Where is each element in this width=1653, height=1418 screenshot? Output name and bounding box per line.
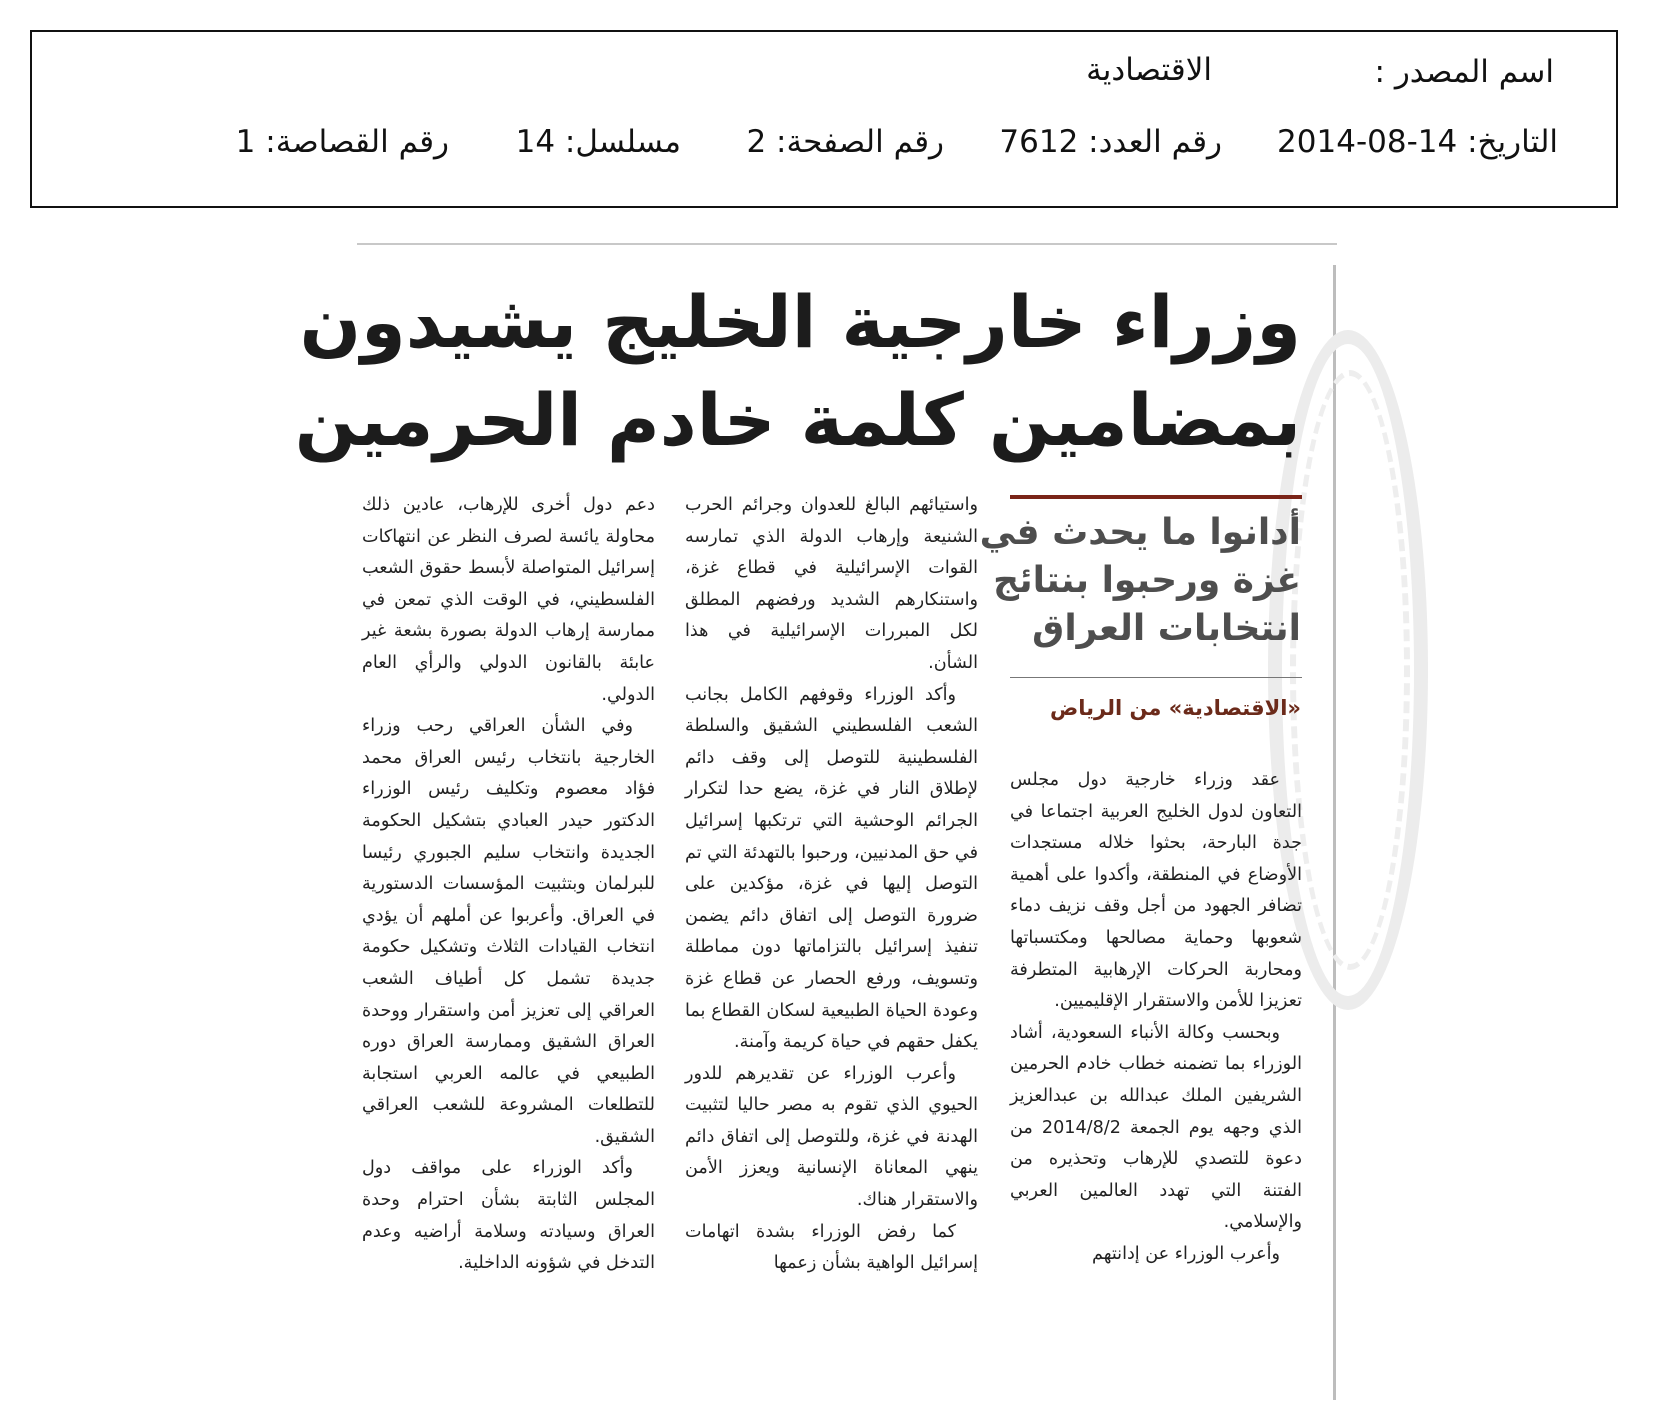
- clip-date: التاريخ: 14-08-2014: [1277, 124, 1558, 160]
- paragraph: وأكد الوزراء وقوفهم الكامل بجانب الشعب الفلسطيني الشقيق والسلطة الفلسطينية للتوصل إلى وقف دائم لإطلاق النار في غزة، يضع حدا لتكرار الجرائم الوحشية التي ترتكبها إسرائيل في حق المدنيين، ورحبوا بالتهدئة التي تم التوصل إليها في غزة، مؤكدين على ضرورة التوصل إلى اتفاق دائم يضمن تنفيذ إسرائيل بالتزاماتها دون مماطلة وتسويف، ورفع الحصار عن قطاع غزة وعودة الحياة الطبيعية لسكان القطاع بما يكفل حقهم في حياة كريمة وآمنة.: [684, 684, 978, 1053]
- subhead-rule: [1010, 495, 1302, 499]
- subhead-line-3: انتخابات العراق: [1032, 608, 1301, 649]
- article-column-2: [685, 490, 978, 1280]
- article-column-1: [1010, 765, 1302, 1271]
- clip-number: رقم القصاصة: 1: [235, 124, 449, 160]
- paragraph: وفي الشأن العراقي رحب وزراء الخارجية بانتخاب رئيس العراق محمد فؤاد معصوم وتكليف رئيس الوزراء الدكتور حيدر العبادي بتشكيل الحكومة الجديدة وانتخاب سليم الجبوري رئيسا للبرلمان وبتثبيت المؤسسات الدستورية في العراق. وأعربوا عن أملهم أن يؤدي انتخاب القيادات الثلاث وتشكيل حكومة جديدة تشمل كل أطياف الشعب العراقي إلى تعزيز أمن واستقرار ووحدة العراق الشقيق وممارسة العراق دوره الطبيعي في عالمه العربي استجابة للتطلعات المشروعة للشعب العراقي الشقيق.: [362, 716, 655, 1147]
- paragraph: وأعرب الوزراء عن إدانتهم: [1092, 1243, 1280, 1264]
- watermark-seal-inner: [1290, 370, 1410, 970]
- paragraph: واستيائهم البالغ للعدوان وجرائم الحرب الشنيعة وإرهاب الدولة الذي تمارسه القوات الإسرائيلية في قطاع غزة، واستنكارهم الشديد ورفضهم المطلق لكل المبررات الإسرائيلية في هذا الشأن.: [685, 495, 978, 673]
- top-divider: [357, 243, 1337, 245]
- subhead-line-2: غزة ورحبوا بنتائج: [993, 560, 1301, 601]
- source-name: الاقتصادية: [1086, 52, 1212, 88]
- headline-line-2: بمضامين كلمة خادم الحرمين: [294, 378, 1301, 462]
- clipping-header-box: [30, 30, 1618, 208]
- subhead-line-1: أدانوا ما يحدث في: [979, 512, 1301, 553]
- paragraph: وأعرب الوزراء عن تقديرهم للدور الحيوي الذي تقوم به مصر حاليا لتثبيت الهدنة في غزة، وللتوصل إلى اتفاق دائم ينهي المعاناة الإنسانية ويعزز الأمن والاستقرار هناك.: [685, 1063, 978, 1211]
- serial-number: مسلسل: 14: [515, 124, 681, 160]
- headline-line-1: وزراء خارجية الخليج يشيدون: [299, 280, 1301, 364]
- issue-number: رقم العدد: 7612: [999, 124, 1222, 160]
- page-number: رقم الصفحة: 2: [746, 124, 944, 160]
- paragraph: دعم دول أخرى للإرهاب، عادين ذلك محاولة يائسة لصرف النظر عن انتهاكات إسرائيل المتواصلة لأبسط حقوق الشعب الفلسطيني، في الوقت الذي تمعن في ممارسة إرهاب الدولة بصورة بشعة غير عابئة بالقانون الدولي والرأي العام الدولي.: [362, 495, 655, 705]
- source-label: اسم المصدر :: [1374, 54, 1554, 90]
- subhead-divider: [1010, 677, 1302, 678]
- paragraph: وبحسب وكالة الأنباء السعودية، أشاد الوزراء بما تضمنه خطاب خادم الحرمين الشريفين الملك عبدالله بن عبدالعزيز الذي وجهه يوم الجمعة 2014/8/2 من دعوة للتصدي للإرهاب وتحذيره من الفتنة التي تهدد العالمين العربي والإسلامي.: [1010, 1022, 1302, 1233]
- paragraph: كما رفض الوزراء بشدة اتهامات إسرائيل الواهية بشأن زعمها: [685, 1221, 978, 1274]
- paragraph: وأكد الوزراء على مواقف دول المجلس الثابتة بشأن احترام وحدة العراق وسيادته وسلامة أراضيه وعدم التدخل في شؤونه الداخلية.: [362, 1158, 655, 1274]
- byline: «الاقتصادية» من الرياض: [1050, 696, 1301, 720]
- paragraph: عقد وزراء خارجية دول مجلس التعاون لدول الخليج العربية اجتماعا في جدة البارحة، بحثوا خلاله مستجدات الأوضاع في المنطقة، وأكدوا على أهمية تضافر الجهود من أجل وقف نزيف دماء شعوبها وحماية مصالحها ومكتسباتها ومحاربة الحركات الإرهابية المتطرفة تعزيزا للأمن والاستقرار الإقليميين.: [1010, 770, 1302, 1012]
- article-column-3: [362, 490, 655, 1280]
